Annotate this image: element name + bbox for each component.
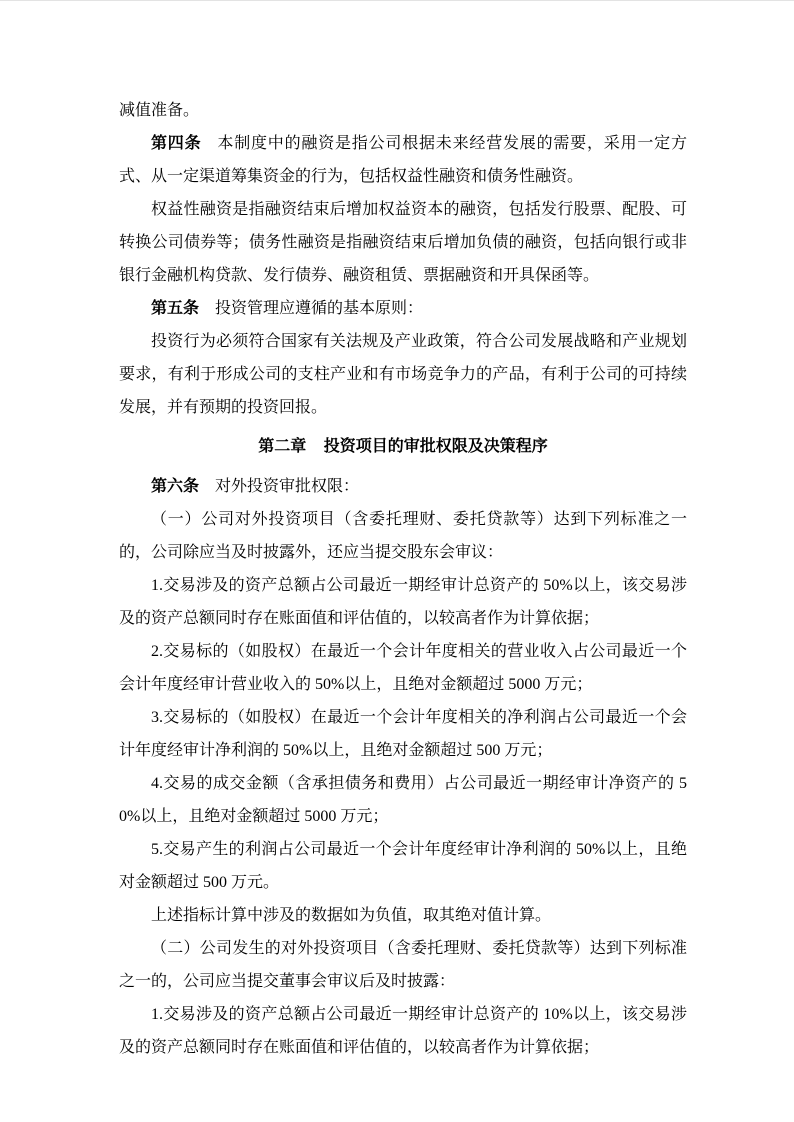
- paragraph: [119, 94, 687, 127]
- document-content: [119, 94, 687, 1064]
- article-number: 第四条: [151, 135, 202, 152]
- paragraph-text: （二）公司发生的对外投资项目（含委托理财、委托贷款等）达到下列标准之一的，公司应当提交董事会审议后及时披露：: [119, 940, 687, 990]
- paragraph-text: 5.交易产生的利润占公司最近一个会计年度经审计净利润的 50%以上，且绝对金额超过 500 万元。: [119, 841, 687, 891]
- paragraph: [119, 292, 687, 325]
- paragraph-text: 3.交易标的（如股权）在最近一个会计年度相关的净利润占公司最近一个会计年度经审计净利润的 50%以上，且绝对金额超过 500 万元；: [119, 709, 687, 759]
- paragraph: [119, 635, 687, 701]
- paragraph-text: 1.交易涉及的资产总额占公司最近一期经审计总资产的 10%以上，该交易涉及的资产总额同时存在账面值和评估值的，以较高者作为计算依据；: [119, 1006, 687, 1056]
- paragraph-text: 减值准备。: [119, 102, 200, 119]
- paragraph: [119, 193, 687, 292]
- chapter-number: 第二章: [258, 438, 307, 455]
- paragraph: [119, 701, 687, 767]
- paragraph-text: （一）公司对外投资项目（含委托理财、委托贷款等）达到下列标准之一的，公司除应当及时披露外，还应当提交股东会审议：: [119, 511, 687, 561]
- paragraph-text: 1.交易涉及的资产总额占公司最近一期经审计总资产的 50%以上，该交易涉及的资产总额同时存在账面值和评估值的，以较高者作为计算依据；: [119, 577, 687, 627]
- paragraph-text: 对外投资审批权限：: [215, 478, 360, 495]
- paragraph-text: 投资管理应遵循的基本原则：: [215, 300, 424, 317]
- paragraph: [119, 932, 687, 998]
- paragraph-text: 投资行为必须符合国家有关法规及产业政策，符合公司发展战略和产业规划要求，有利于形成公司的支柱产业和有市场竞争力的产品，有利于公司的可持续发展，并有预期的投资回报。: [119, 333, 687, 416]
- article-number: 第六条: [151, 478, 200, 495]
- paragraph: [119, 470, 687, 503]
- chapter-title: 投资项目的审批权限及决策程序: [323, 438, 548, 455]
- paragraph: [119, 767, 687, 833]
- paragraph: [119, 998, 687, 1064]
- chapter-heading: [119, 430, 687, 463]
- paragraph: [119, 833, 687, 899]
- paragraph-text: 权益性融资是指融资结束后增加权益资本的融资，包括发行股票、配股、可转换公司债券等；债务性融资是指融资结束后增加负债的融资，包括向银行或非银行金融机构贷款、发行债券、融资租赁、票据融资和开具保函等。: [119, 201, 687, 284]
- paragraph-text: 4.交易的成交金额（含承担债务和费用）占公司最近一期经审计净资产的 50%以上，且绝对金额超过 5000 万元；: [119, 775, 687, 825]
- paragraph: [119, 127, 687, 193]
- article-number: 第五条: [151, 300, 200, 317]
- paragraph: [119, 899, 687, 932]
- paragraph: [119, 569, 687, 635]
- paragraph-text: 本制度中的融资是指公司根据未来经营发展的需要，采用一定方式、从一定渠道筹集资金的行为，包括权益性融资和债务性融资。: [119, 135, 687, 185]
- paragraph: [119, 325, 687, 424]
- paragraph-text: 上述指标计算中涉及的数据如为负值，取其绝对值计算。: [151, 907, 552, 924]
- paragraph-text: 2.交易标的（如股权）在最近一个会计年度相关的营业收入占公司最近一个会计年度经审计营业收入的 50%以上，且绝对金额超过 5000 万元；: [119, 643, 687, 693]
- paragraph: [119, 503, 687, 569]
